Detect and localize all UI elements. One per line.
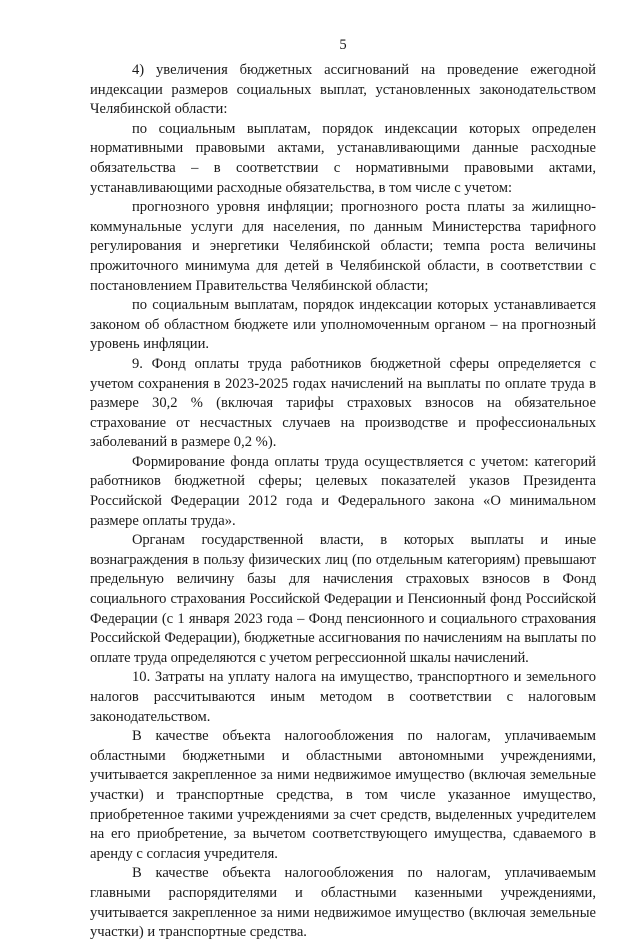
paragraph-social-payments-normative: по социальным выплатам, порядок индексации которых определен нормативными правовыми актами, устанавливающими данные расходные обязательства – в соответствии с нормативными правовыми актами, устанавливающими расходные обязательства, в том числе с учетом: [90,120,596,196]
paragraph-taxation-budget-institutions: В качестве объекта налогообложения по налогам, уплачиваемым областными бюджетными и областными автономными учреждениями, учитывается закрепленное за ними недвижимое имущество (включая земельные участки) и транспортные средства, в том числе указанное имущество, приобретенное такими учреждениями за счет средств, выделенных учредителем на его приобретение, за вычетом соответствующего имущества, сдаваемого в аренду с согласия учредителя. [90,728,596,862]
paragraph-social-payments-law: по социальным выплатам, порядок индексации которых устанавливается законом об областном бюджете или уполномоченным органом – на прогнозный уровень инфляции. [90,297,596,353]
page-number: 5 [339,37,347,53]
paragraph-inflation-forecast: прогнозного уровня инфляции; прогнозного роста платы за жилищно-коммунальные услуги для населения, по данным Министерства тарифного регулирования и энергетики Челябинской области; темпа роста величины прожиточного минимума для детей в Челябинской области, в соответствии с постановлением Правительства Челябинской области; [90,199,596,294]
paragraph-wage-fund-formation: Формирование фонда оплаты труда осуществляется с учетом: категорий работников бюджетной сферы; целевых показателей указов Президента Российской Федерации 2012 года и Федерального закона «О минимальном размере оплаты труда». [90,453,596,529]
paragraph-budget-indexation: 4) увеличения бюджетных ассигнований на проведение ежегодной индексации размеров социальных выплат, установленных законодательством Челябинской области: [90,62,596,118]
document-page [90,36,596,943]
paragraph-tax-costs: 10. Затраты на уплату налога на имущество, транспортного и земельного налогов рассчитываются иным методом в соответствии с налоговым законодательством. [90,669,596,725]
paragraph-state-authorities: Органам государственной власти, в которых выплаты и иные вознаграждения в пользу физических лиц (по отдельным категориям) превышают предельную величину базы для начисления страховых взносов в Фонд социального страхования Российской Федерации и Пенсионный фонд Российской Федерации (с 1 января 2023 года – Фонд пенсионного и социального страхования Российской Федерации), бюджетные ассигнования по начислениям на выплаты по оплате труда определяются с учетом регрессионной шкалы начислений. [90,532,596,666]
paragraph-wage-fund: 9. Фонд оплаты труда работников бюджетной сферы определяется с учетом сохранения в 2023-2025 годах начислений на выплаты по оплате труда в размере 30,2 % (включая тарифы страховых взносов на обязательное страхование от несчастных случаев на производстве и профессиональных заболеваний в размере 0,2 %). [90,355,596,451]
paragraph-taxation-treasury-institutions: В качестве объекта налогообложения по налогам, уплачиваемым главными распорядителями и областными казенными учреждениями, учитывается закрепленное за ними недвижимое имущество (включая земельные участки) и транспортные средства. [90,865,596,941]
